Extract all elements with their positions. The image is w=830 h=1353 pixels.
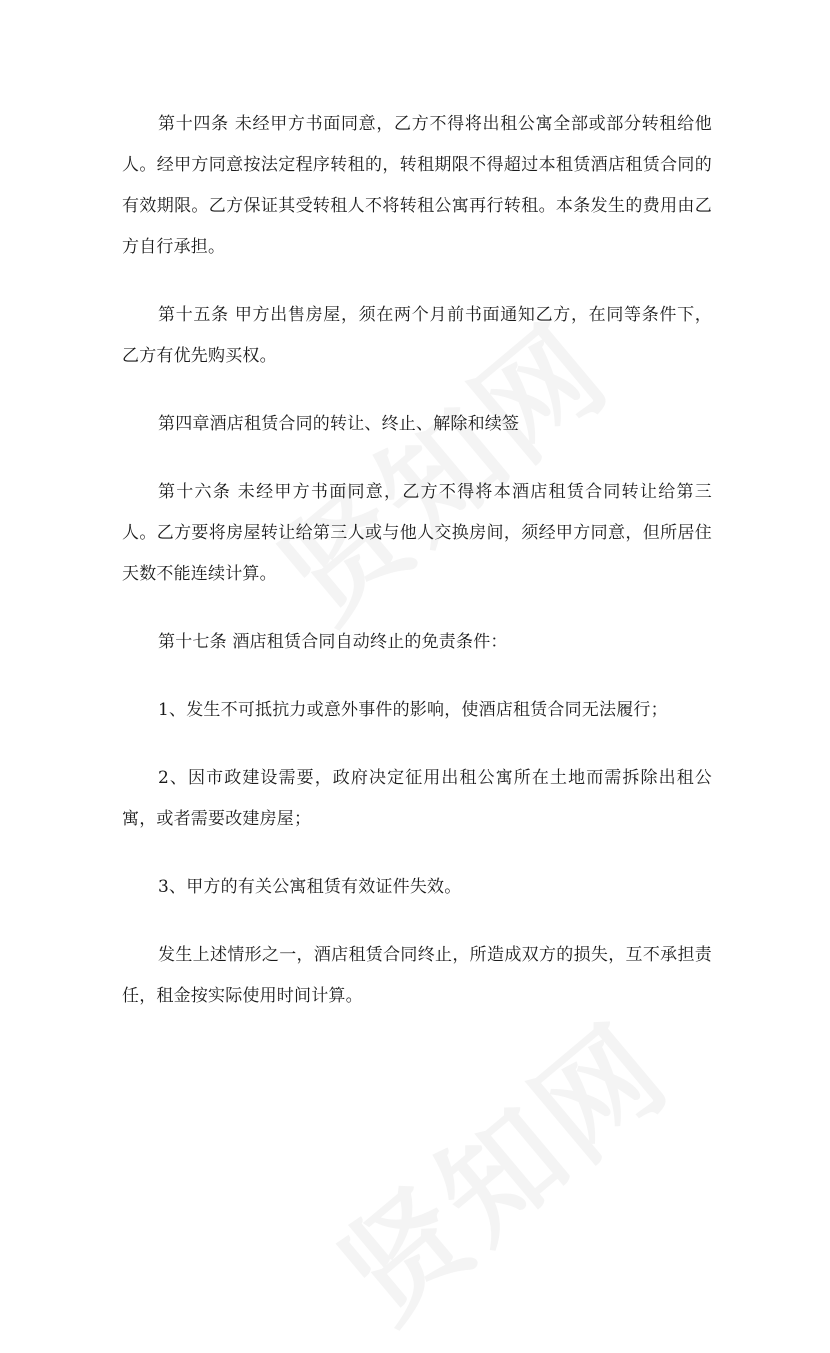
article-16-paragraph: 第十六条 未经甲方书面同意，乙方不得将本酒店租赁合同转让给第三人。乙方要将房屋转让给第三人或与他人交换房间，须经甲方同意，但所居住天数不能连续计算。 [122,482,712,584]
article-15-paragraph: 第十五条 甲方出售房屋，须在两个月前书面通知乙方，在同等条件下，乙方有优先购买权。 [122,305,712,366]
chapter-4-heading: 第四章酒店租赁合同的转让、终止、解除和续签 [158,414,520,434]
condition-3-paragraph: 3、甲方的有关公寓租赁有效证件失效。 [158,877,462,897]
article-17-paragraph: 第十七条 酒店租赁合同自动终止的免责条件： [158,632,508,652]
document-body [122,104,712,1044]
termination-consequence-paragraph: 发生上述情形之一，酒店租赁合同终止，所造成双方的损失，互不承担责任，租金按实际使用时间计算。 [122,945,712,1006]
condition-2-paragraph: 2、因市政建设需要，政府决定征用出租公寓所在土地而需拆除出租公寓，或者需要改建房屋； [122,768,712,829]
condition-1-paragraph: 1、发生不可抵抗力或意外事件的影响，使酒店租赁合同无法履行； [158,700,668,720]
article-14-paragraph: 第十四条 未经甲方书面同意，乙方不得将出租公寓全部或部分转租给他人。经甲方同意按法定程序转租的，转租期限不得超过本租赁酒店租赁合同的有效期限。乙方保证其受转租人不将转租公寓再行转租。本条发生的费用由乙方自行承担。 [122,114,712,257]
